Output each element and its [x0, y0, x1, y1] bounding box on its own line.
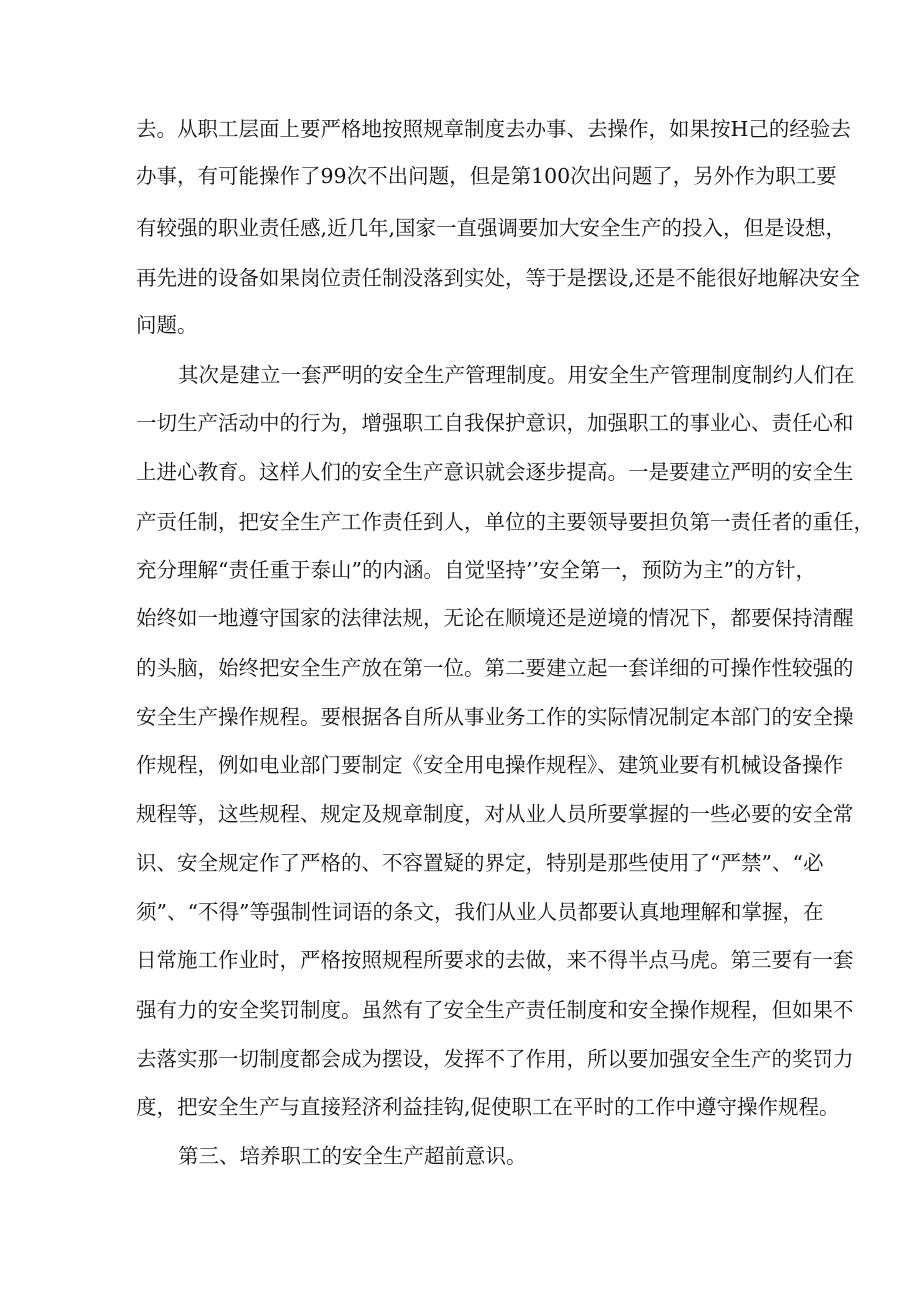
paragraph-2-line-10: 规程等，这些规程、规定及规章制度，对从业人员所要掌握的一些必要的安全常	[136, 802, 854, 826]
paragraph-2-line-6: 始终如一地遵守国家的法律法规，无论在顺境还是逆境的情况下，都要保持清醒	[136, 606, 854, 630]
paragraph-1-line-2: 办事，有可能操作了99次不出问题，但是第100次出问题了，另外作为职工要	[136, 164, 837, 188]
paragraph-2-line-3: 上进心教育。这样人们的安全生产意识就会逐步提高。一是要建立严明的安全生	[136, 460, 854, 484]
paragraph-2-line-16: 度，把安全生产与直接羟济利益挂钩,促使职工在平时的工作中遵守操作规程。	[136, 1095, 840, 1119]
paragraph-1-line-1: 去。从职工层面上要严格地按照规章制度去办事、去操作，如果按H己的经验去	[136, 117, 851, 141]
paragraph-2-line-14: 强有力的安全奖罚制度。虽然有了安全生产责任制度和安全操作规程，但如果不	[136, 998, 854, 1022]
paragraph-2-line-9: 作规程，例如电业部门要制定《安全用电操作规程》、建筑业要有机械设备操作	[136, 753, 844, 777]
paragraph-2-line-15: 去落实那一切制度都会成为摆设，发挥不了作用，所以要加强安全生产的奖罚力	[136, 1047, 854, 1071]
paragraph-2-line-7: 的头脑，始终把安全生产放在第一位。第二要建立起一套详细的可操作性较强的	[136, 656, 854, 680]
paragraph-1-line-5: 问题。	[136, 313, 198, 337]
paragraph-2-line-2: 一切生产活动中的行为，增强职工自我保护意识，加强职工的事业心、责任心和	[136, 411, 854, 435]
paragraph-1-line-3: 有较强的职业责任感,近几年,国家一直强调要加大安全生产的投入，但是设想，	[136, 216, 847, 240]
paragraph-2-line-4: 产贡任制，把安全生产工作责任到人，单位的主要领导要担负第一责任者的重任，	[136, 510, 874, 534]
paragraph-2-line-13: 日常施工作业时，严格按照规程所要求的去做，来不得半点马虎。第三要有一套	[136, 948, 854, 972]
paragraph-1-line-4: 再先进的设备如果岗位责任制没落到实处，等于是摆设,还是不能很好地解决安全	[136, 266, 861, 290]
paragraph-2-line-11: 识、安全规定作了严格的、不容置疑的界定，特别是那些使用了“严禁”、“必	[136, 851, 824, 875]
paragraph-2-line-1: 其次是建立一套严明的安全生产管理制度。用安全生产管理制度制约人们在	[178, 363, 855, 387]
paragraph-2-line-5: 充分理解“责任重于泰山”的内涵。自觉坚持’’安全第一，预防为主”的方针，	[136, 558, 816, 582]
paragraph-2-line-8: 安全生产操作规程。要根据各自所从事业务工作的实际情况制定本部门的安全操	[136, 705, 854, 729]
paragraph-3-line-1: 第三、培养职工的安全生产超前意识。	[178, 1144, 527, 1168]
paragraph-2-line-12: 须”、“不得”等强制性词语的条文，我们从业人员都要认真地理解和掌握，在	[136, 900, 824, 924]
